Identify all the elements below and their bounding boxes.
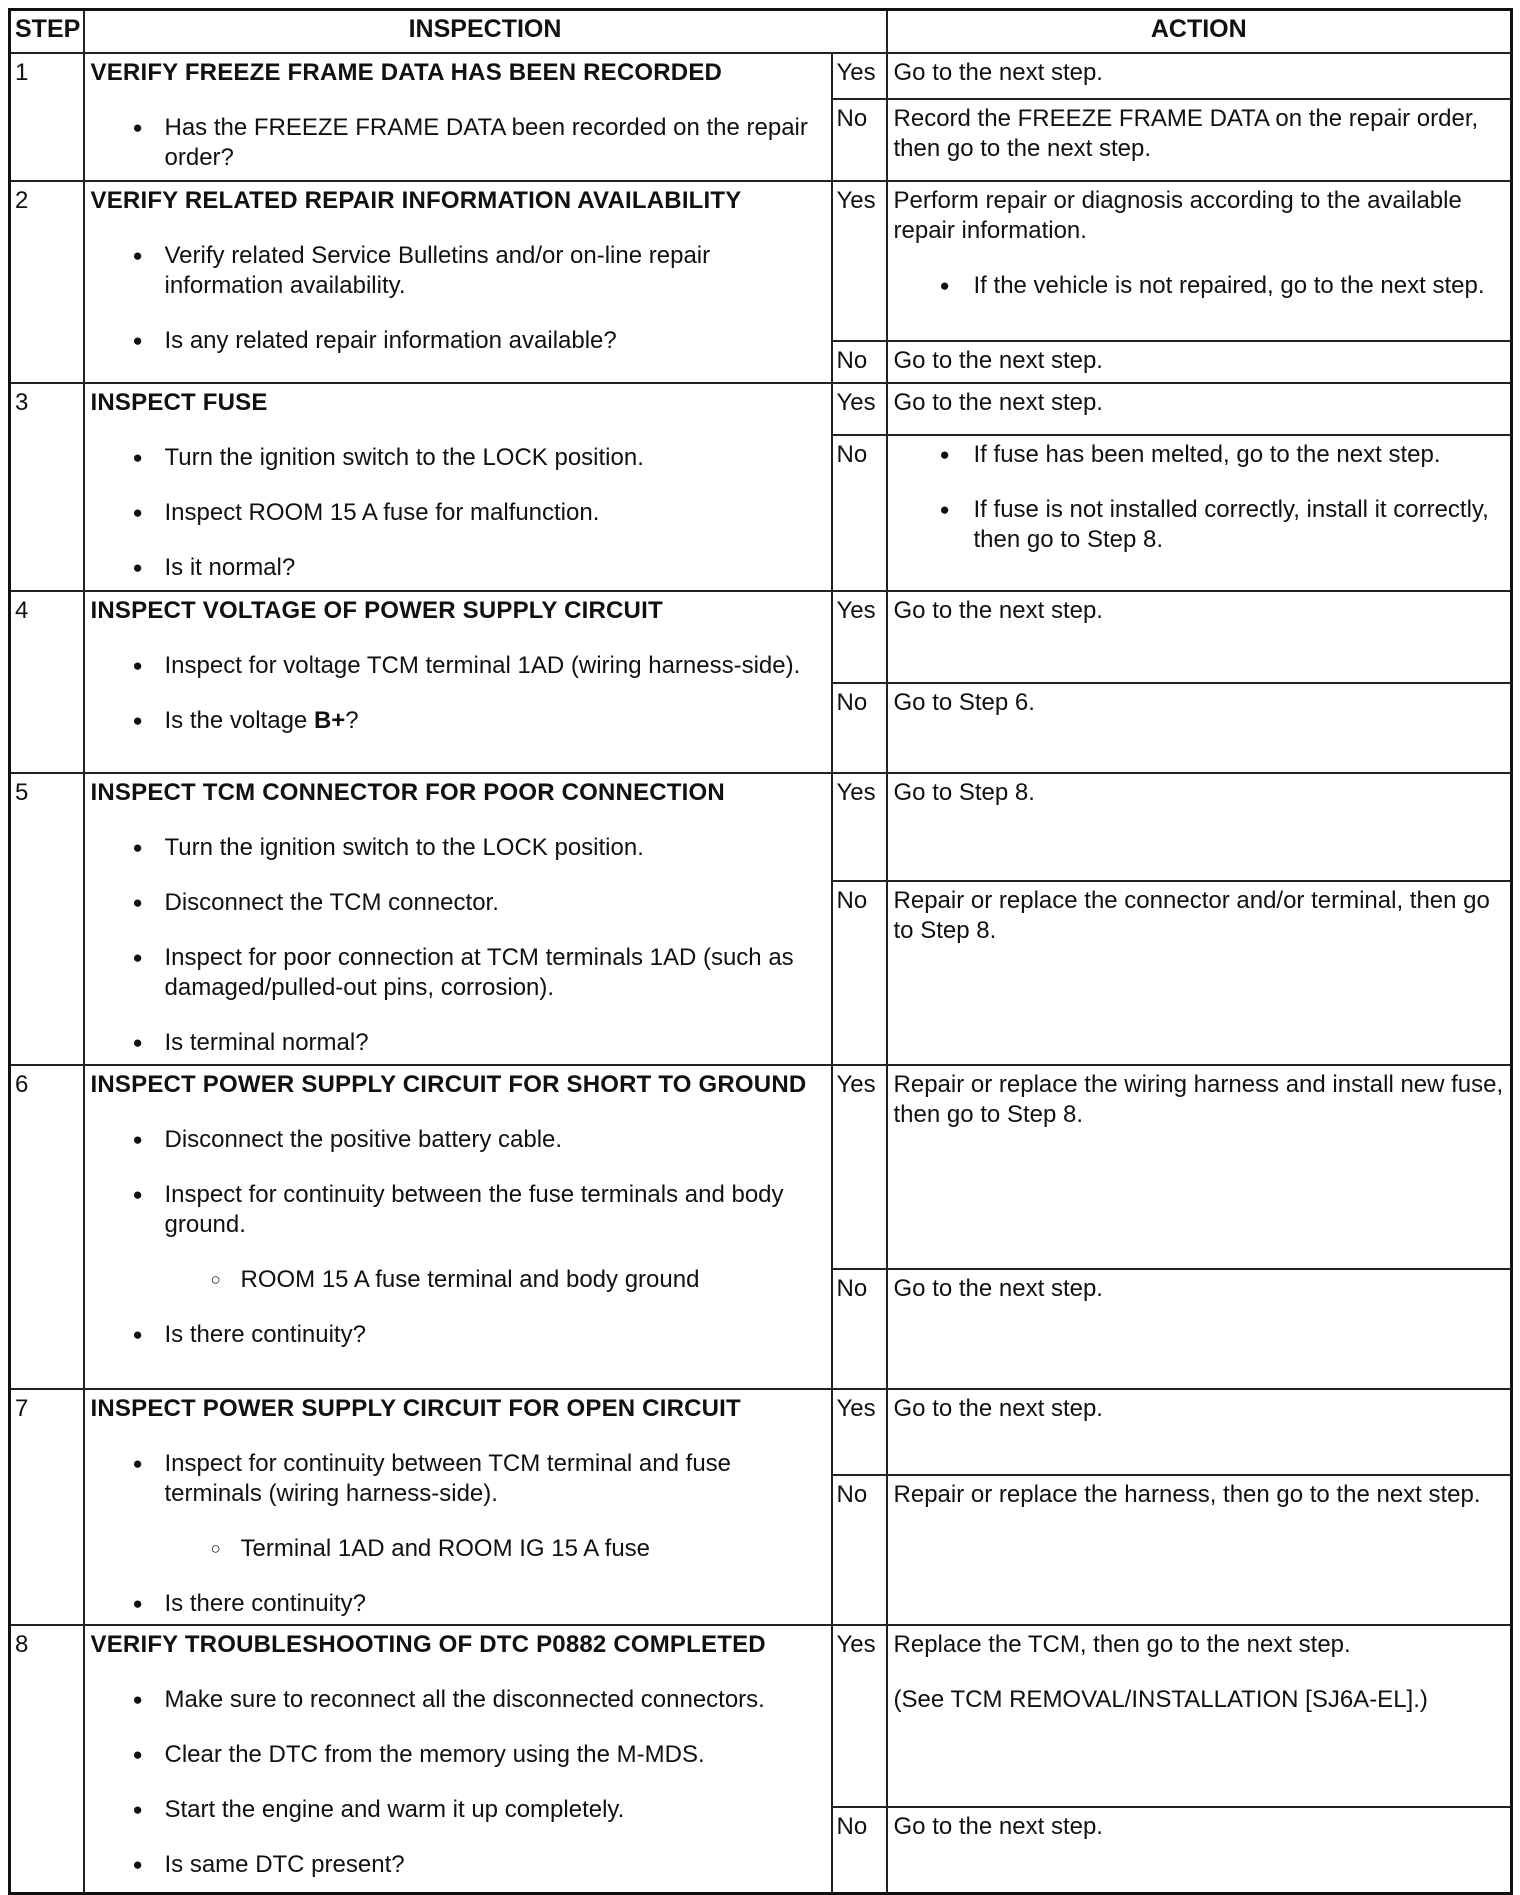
action-bullet-item: ● If fuse has been melted, go to the next step. <box>894 440 1507 470</box>
yes-label: Yes <box>832 1389 887 1475</box>
step-number: 6 <box>10 1065 84 1389</box>
no-label: No <box>832 435 887 591</box>
sub-bullet-item: ○ Terminal 1AD and ROOM IG 15 A fuse <box>91 1534 827 1564</box>
yes-label: Yes <box>832 591 887 683</box>
bullet-item: ● Verify related Service Bulletins and/or on-line repair information availability. <box>91 241 827 301</box>
no-action: Go to the next step. <box>887 1269 1512 1389</box>
header-step: STEP <box>10 10 84 54</box>
yes-action: Repair or replace the wiring harness and install new fuse, then go to Step 8. <box>887 1065 1512 1269</box>
step-number: 5 <box>10 773 84 1065</box>
bullet-item <box>91 706 827 736</box>
step-5-row <box>10 773 1512 881</box>
bullet-item: ● Is it normal? <box>91 553 827 583</box>
bullet-list <box>91 443 827 583</box>
step-title: VERIFY FREEZE FRAME DATA HAS BEEN RECORDED <box>90 59 723 86</box>
yes-action: Go to the next step. <box>887 383 1512 435</box>
yes-action: Go to the next step. <box>887 53 1512 99</box>
yes-action: Go to Step 8. <box>887 773 1512 881</box>
inspection-cell <box>84 181 832 383</box>
bullet-item: ● Is there continuity? <box>91 1589 827 1619</box>
yes-label: Yes <box>832 53 887 99</box>
header-inspection: INSPECTION <box>84 10 887 54</box>
bullet-list <box>91 1589 827 1619</box>
yes-action-cell <box>887 1625 1512 1807</box>
no-label: No <box>832 881 887 1065</box>
bullet-list <box>91 833 827 1058</box>
no-label: No <box>832 1807 887 1893</box>
yes-action: Replace the TCM, then go to the next step. <box>893 1631 1351 1658</box>
no-action: Record the FREEZE FRAME DATA on the repair order, then go to the next step. <box>887 99 1512 181</box>
yes-label: Yes <box>832 1625 887 1807</box>
bullet-item: ● Disconnect the TCM connector. <box>91 888 827 918</box>
no-label: No <box>832 341 887 383</box>
step-4-row <box>10 591 1512 683</box>
header-row <box>10 10 1512 54</box>
bullet-item: ● Has the FREEZE FRAME DATA been recorded on the repair order? <box>91 113 827 173</box>
bullet-list <box>91 651 827 736</box>
yes-label: Yes <box>832 181 887 341</box>
bullet-list <box>91 241 827 356</box>
reference-text: (See TCM REMOVAL/INSTALLATION [SJ6A-EL].) <box>893 1686 1428 1713</box>
bullet-list <box>91 1685 827 1880</box>
bullet-list <box>91 1125 827 1240</box>
step-6-row <box>10 1065 1512 1269</box>
step-title: INSPECT FUSE <box>90 389 268 416</box>
step-number: 1 <box>10 53 84 181</box>
step-2-row <box>10 181 1512 341</box>
no-action: Repair or replace the harness, then go to the next step. <box>887 1475 1512 1625</box>
yes-action: Go to the next step. <box>887 1389 1512 1475</box>
step-1-row <box>10 53 1512 99</box>
no-label: No <box>832 1269 887 1389</box>
inspection-cell <box>84 1389 832 1625</box>
action-bullet-item: ● If the vehicle is not repaired, go to the next step. <box>894 271 1507 301</box>
yes-action-cell <box>887 181 1512 341</box>
inspection-cell <box>84 383 832 591</box>
bullet-item: ● Turn the ignition switch to the LOCK position. <box>91 833 827 863</box>
bullet-item: ● Clear the DTC from the memory using the M-MDS. <box>91 1740 827 1770</box>
step-7-row <box>10 1389 1512 1475</box>
step-3-row <box>10 383 1512 435</box>
step-number: 8 <box>10 1625 84 1893</box>
inspection-cell <box>84 591 832 773</box>
sub-bullet-list <box>91 1534 827 1564</box>
no-action: Go to Step 6. <box>887 683 1512 773</box>
step-title: VERIFY TROUBLESHOOTING OF DTC P0882 COMPLETED <box>90 1631 766 1658</box>
action-bullet-list <box>894 440 1507 555</box>
step-title: INSPECT POWER SUPPLY CIRCUIT FOR SHORT TO GROUND <box>90 1071 807 1098</box>
step-number: 4 <box>10 591 84 773</box>
bullet-item: ● Is terminal normal? <box>91 1028 827 1058</box>
action-bullet-list <box>894 271 1507 301</box>
yes-action: Perform repair or diagnosis according to the available repair information. <box>893 187 1462 244</box>
inspection-cell <box>84 53 832 181</box>
step-number: 3 <box>10 383 84 591</box>
yes-label: Yes <box>832 383 887 435</box>
step-number: 7 <box>10 1389 84 1625</box>
no-label: No <box>832 1475 887 1625</box>
no-label: No <box>832 99 887 181</box>
bullet-item: ● Is any related repair information available? <box>91 326 827 356</box>
inspection-cell <box>84 773 832 1065</box>
yes-label: Yes <box>832 1065 887 1269</box>
bullet-item: ● Inspect for voltage TCM terminal 1AD (wiring harness-side). <box>91 651 827 681</box>
bullet-item: ● Start the engine and warm it up completely. <box>91 1795 827 1825</box>
bullet-text: Is the voltage <box>164 707 314 734</box>
bullet-item: ● Disconnect the positive battery cable. <box>91 1125 827 1155</box>
inspection-cell <box>84 1625 832 1893</box>
bullet-item: ● Inspect for poor connection at TCM terminals 1AD (such as damaged/pulled-out pins, corrosion). <box>91 943 827 1003</box>
action-bullet-item: ● If fuse is not installed correctly, install it correctly, then go to Step 8. <box>894 495 1507 555</box>
step-title: INSPECT TCM CONNECTOR FOR POOR CONNECTION <box>90 779 725 806</box>
no-action: Repair or replace the connector and/or terminal, then go to Step 8. <box>887 881 1512 1065</box>
step-title: INSPECT VOLTAGE OF POWER SUPPLY CIRCUIT <box>90 597 663 624</box>
no-action: Go to the next step. <box>887 1807 1512 1893</box>
bullet-list <box>91 1320 827 1350</box>
no-label: No <box>832 683 887 773</box>
bullet-text-end: ? <box>345 707 359 734</box>
bullet-item: ● Make sure to reconnect all the disconnected connectors. <box>91 1685 827 1715</box>
yes-action: Go to the next step. <box>887 591 1512 683</box>
bullet-list <box>91 113 827 173</box>
sub-bullet-list <box>91 1265 827 1295</box>
bullet-list <box>91 1449 827 1509</box>
bullet-item: ● Turn the ignition switch to the LOCK position. <box>91 443 827 473</box>
inspection-cell <box>84 1065 832 1389</box>
step-title: INSPECT POWER SUPPLY CIRCUIT FOR OPEN CIRCUIT <box>90 1395 741 1422</box>
bullet-item: ● Is same DTC present? <box>91 1850 827 1880</box>
step-title: VERIFY RELATED REPAIR INFORMATION AVAILABILITY <box>90 187 742 214</box>
bullet-item: ● Is there continuity? <box>91 1320 827 1350</box>
troubleshooting-table <box>8 8 1513 1895</box>
step-8-row <box>10 1625 1512 1807</box>
header-action: ACTION <box>887 10 1512 54</box>
voltage-value: B+ <box>313 707 346 734</box>
bullet-item: ● Inspect ROOM 15 A fuse for malfunction. <box>91 498 827 528</box>
bullet-item: ● Inspect for continuity between the fuse terminals and body ground. <box>91 1180 827 1240</box>
step-number: 2 <box>10 181 84 383</box>
sub-bullet-item: ○ ROOM 15 A fuse terminal and body ground <box>91 1265 827 1295</box>
yes-label: Yes <box>832 773 887 881</box>
bullet-item: ● Inspect for continuity between TCM terminal and fuse terminals (wiring harness-side). <box>91 1449 827 1509</box>
no-action-cell <box>887 435 1512 591</box>
no-action: Go to the next step. <box>887 341 1512 383</box>
